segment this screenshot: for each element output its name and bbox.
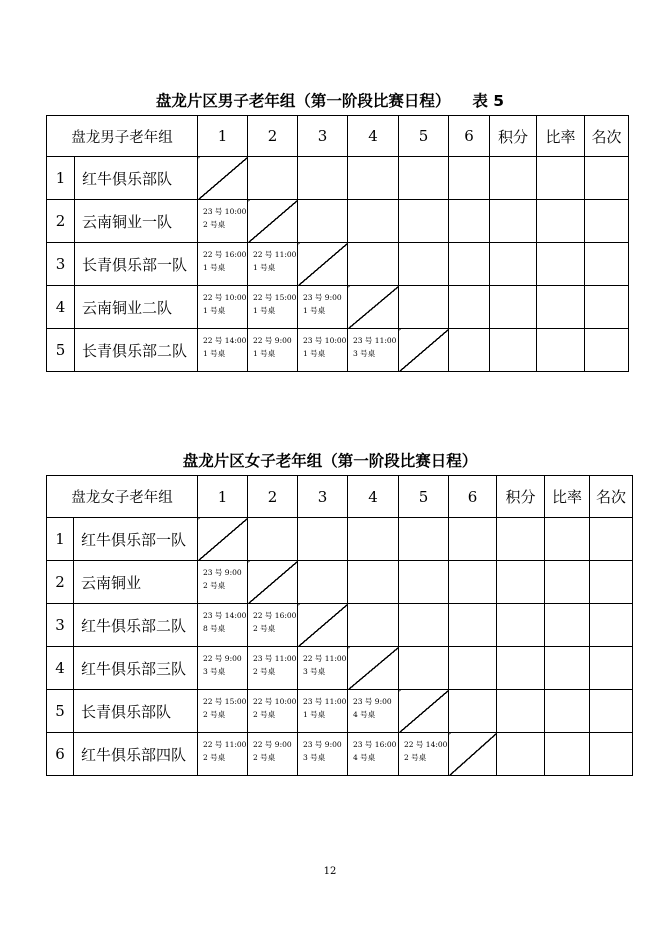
match-table-no: 1 号桌 [303,349,326,358]
self-match-cell [399,690,449,733]
match-cell [248,604,298,647]
page-number: 12 [323,866,337,877]
match-time: 22 号 10:00 [253,697,297,706]
rank-cell [585,157,629,200]
match-table-no: 1 号桌 [253,263,276,272]
points-cell [497,647,545,690]
empty-cell [449,243,490,286]
match-table-no: 2 号桌 [203,220,226,229]
match-time: 23 号 9:00 [303,293,342,302]
team-name: 云南铜业 [74,561,198,604]
match-info [348,733,398,764]
empty-cell [298,157,348,200]
match-time: 22 号 9:00 [253,740,292,749]
empty-cell [399,243,449,286]
col-header-3: 3 [298,476,348,518]
match-time: 23 号 11:00 [353,336,397,345]
match-table-no: 8 号桌 [203,624,226,633]
empty-cell [399,200,449,243]
empty-cell [449,690,497,733]
match-cell [198,647,248,690]
row-index: 4 [47,286,75,329]
team-name: 红牛俱乐部四队 [74,733,198,776]
col-header-3: 3 [298,116,348,157]
match-info [348,690,398,721]
match-info [198,647,247,678]
rank-cell [590,518,633,561]
match-table-no: 4 号桌 [353,753,376,762]
points-cell [490,329,537,372]
rank-cell [590,733,633,776]
table-row [47,690,633,733]
match-table-no: 2 号桌 [404,753,427,762]
match-time: 22 号 11:00 [303,654,347,663]
row-index: 4 [47,647,74,690]
match-time: 22 号 15:00 [253,293,297,302]
empty-cell [348,200,399,243]
empty-cell [449,561,497,604]
empty-cell [348,561,399,604]
team-name: 红牛俱乐部队 [75,157,198,200]
match-cell [298,690,348,733]
empty-cell [399,518,449,561]
ratio-cell [537,200,585,243]
points-cell [497,690,545,733]
table-row [47,561,633,604]
self-match-cell [198,518,248,561]
match-time: 22 号 9:00 [203,654,242,663]
match-info [399,733,448,764]
table-row [47,518,633,561]
match-info [348,329,398,360]
match-table-no: 3 号桌 [353,349,376,358]
match-time: 22 号 9:00 [253,336,292,345]
rank-cell [585,286,629,329]
match-cell [198,329,248,372]
match-info [198,243,247,274]
table-note: 表 5 [472,92,505,110]
points-cell [497,604,545,647]
col-header-6: 6 [449,116,490,157]
ratio-header: 比率 [545,476,590,518]
match-info [198,329,247,360]
ratio-cell [537,286,585,329]
match-info [298,329,347,360]
match-cell [198,200,248,243]
points-cell [490,243,537,286]
ratio-cell [537,329,585,372]
women-schedule-table [46,475,633,776]
self-match-cell [298,243,348,286]
empty-cell [348,518,399,561]
rank-cell [585,243,629,286]
match-info [248,286,297,317]
empty-cell [399,286,449,329]
match-info [198,561,247,592]
men-title-text: 盘龙片区男子老年组（第一阶段比赛日程） [155,92,451,110]
match-cell [248,647,298,690]
points-cell [490,200,537,243]
points-header: 积分 [497,476,545,518]
row-index: 3 [47,243,75,286]
row-index: 2 [47,561,74,604]
self-match-cell [248,200,298,243]
empty-cell [348,157,399,200]
table-row [47,243,629,286]
rank-cell [590,647,633,690]
match-table-no: 2 号桌 [253,753,276,762]
col-header-2: 2 [248,476,298,518]
empty-cell [298,200,348,243]
team-name: 红牛俱乐部二队 [74,604,198,647]
table-row [47,647,633,690]
match-time: 23 号 16:00 [353,740,397,749]
match-time: 22 号 11:00 [203,740,247,749]
match-time: 23 号 14:00 [203,611,247,620]
match-cell [298,647,348,690]
rank-cell [585,329,629,372]
match-info [198,733,247,764]
match-info [198,690,247,721]
team-name: 云南铜业二队 [75,286,198,329]
points-cell [497,518,545,561]
match-cell [298,733,348,776]
empty-cell [348,243,399,286]
match-cell [348,329,399,372]
team-name: 长青俱乐部队 [74,690,198,733]
match-table-no: 4 号桌 [353,710,376,719]
match-table-no: 2 号桌 [203,753,226,762]
empty-cell [399,157,449,200]
row-index: 3 [47,604,74,647]
women-schedule-title: 盘龙片区女子老年组（第一阶段比赛日程） [182,452,478,470]
team-name: 红牛俱乐部一队 [74,518,198,561]
ratio-header: 比率 [537,116,585,157]
match-time: 22 号 14:00 [404,740,448,749]
empty-cell [399,604,449,647]
table-row [47,286,629,329]
empty-cell [449,647,497,690]
empty-cell [449,200,490,243]
match-info [298,690,347,721]
match-time: 23 号 9:00 [353,697,392,706]
col-header-5: 5 [399,476,449,518]
match-table-no: 3 号桌 [303,753,326,762]
row-index: 5 [47,329,75,372]
match-cell [399,733,449,776]
ratio-cell [545,518,590,561]
col-header-4: 4 [348,476,399,518]
match-time: 23 号 9:00 [303,740,342,749]
match-cell [248,286,298,329]
table-row [47,200,629,243]
match-info [248,604,297,635]
empty-cell [399,561,449,604]
match-time: 22 号 16:00 [253,611,297,620]
row-index: 6 [47,733,74,776]
match-cell [298,329,348,372]
match-time: 22 号 10:00 [203,293,247,302]
match-cell [248,690,298,733]
match-cell [198,604,248,647]
row-index: 1 [47,518,74,561]
ratio-cell [537,157,585,200]
match-cell [198,243,248,286]
match-info [198,604,247,635]
row-index: 2 [47,200,75,243]
table-row [47,157,629,200]
rank-cell [585,200,629,243]
match-time: 22 号 11:00 [253,250,297,259]
col-header-1: 1 [198,116,248,157]
empty-cell [348,604,399,647]
ratio-cell [545,604,590,647]
empty-cell [298,518,348,561]
match-info [298,286,347,317]
match-table-no: 2 号桌 [253,667,276,676]
team-name: 长青俱乐部一队 [75,243,198,286]
group-header: 盘龙男子老年组 [47,116,198,157]
group-header: 盘龙女子老年组 [47,476,198,518]
men-schedule-table [46,115,629,372]
self-match-cell [298,604,348,647]
empty-cell [399,647,449,690]
team-name: 红牛俱乐部三队 [74,647,198,690]
empty-cell [248,157,298,200]
match-time: 22 号 14:00 [203,336,247,345]
empty-cell [449,604,497,647]
table-row [47,329,629,372]
rank-cell [590,690,633,733]
match-table-no: 2 号桌 [203,710,226,719]
self-match-cell [399,329,449,372]
match-table-no: 2 号桌 [253,710,276,719]
match-info [198,286,247,317]
row-index: 5 [47,690,74,733]
rank-cell [590,604,633,647]
header-row [47,116,629,157]
match-info [198,200,247,231]
match-cell [248,243,298,286]
match-table-no: 1 号桌 [203,349,226,358]
team-name: 长青俱乐部二队 [75,329,198,372]
match-time: 23 号 10:00 [203,207,247,216]
empty-cell [449,518,497,561]
rank-cell [590,561,633,604]
match-table-no: 3 号桌 [203,667,226,676]
match-info [248,329,297,360]
match-cell [198,561,248,604]
row-index: 1 [47,157,75,200]
ratio-cell [537,243,585,286]
match-info [248,690,297,721]
match-cell [198,286,248,329]
points-cell [497,561,545,604]
col-header-5: 5 [399,116,449,157]
col-header-4: 4 [348,116,399,157]
ratio-cell [545,690,590,733]
self-match-cell [248,561,298,604]
empty-cell [449,286,490,329]
match-table-no: 1 号桌 [303,306,326,315]
header-row [47,476,633,518]
match-cell [298,286,348,329]
self-match-cell [449,733,497,776]
match-cell [348,733,399,776]
match-table-no: 1 号桌 [203,306,226,315]
match-info [248,733,297,764]
match-table-no: 2 号桌 [253,624,276,633]
match-time: 22 号 15:00 [203,697,247,706]
table-row [47,733,633,776]
match-table-no: 1 号桌 [203,263,226,272]
match-info [298,647,347,678]
points-cell [490,157,537,200]
match-time: 23 号 11:00 [253,654,297,663]
rank-header: 名次 [590,476,633,518]
match-table-no: 2 号桌 [203,581,226,590]
match-cell [348,690,399,733]
col-header-1: 1 [198,476,248,518]
match-table-no: 1 号桌 [303,710,326,719]
match-cell [248,329,298,372]
points-cell [490,286,537,329]
empty-cell [449,157,490,200]
self-match-cell [198,157,248,200]
self-match-cell [348,286,399,329]
table-row [47,604,633,647]
match-cell [198,733,248,776]
empty-cell [449,329,490,372]
self-match-cell [348,647,399,690]
match-time: 23 号 11:00 [303,697,347,706]
rank-header: 名次 [585,116,629,157]
match-info [248,647,297,678]
match-info [248,243,297,274]
match-time: 23 号 10:00 [303,336,347,345]
ratio-cell [545,561,590,604]
match-cell [198,690,248,733]
match-table-no: 3 号桌 [303,667,326,676]
col-header-2: 2 [248,116,298,157]
match-table-no: 1 号桌 [253,349,276,358]
match-time: 23 号 9:00 [203,568,242,577]
men-schedule-title [0,89,660,111]
ratio-cell [545,733,590,776]
team-name: 云南铜业一队 [75,200,198,243]
empty-cell [298,561,348,604]
points-cell [497,733,545,776]
match-time: 22 号 16:00 [203,250,247,259]
match-info [298,733,347,764]
match-table-no: 1 号桌 [253,306,276,315]
match-cell [248,733,298,776]
empty-cell [248,518,298,561]
ratio-cell [545,647,590,690]
col-header-6: 6 [449,476,497,518]
points-header: 积分 [490,116,537,157]
